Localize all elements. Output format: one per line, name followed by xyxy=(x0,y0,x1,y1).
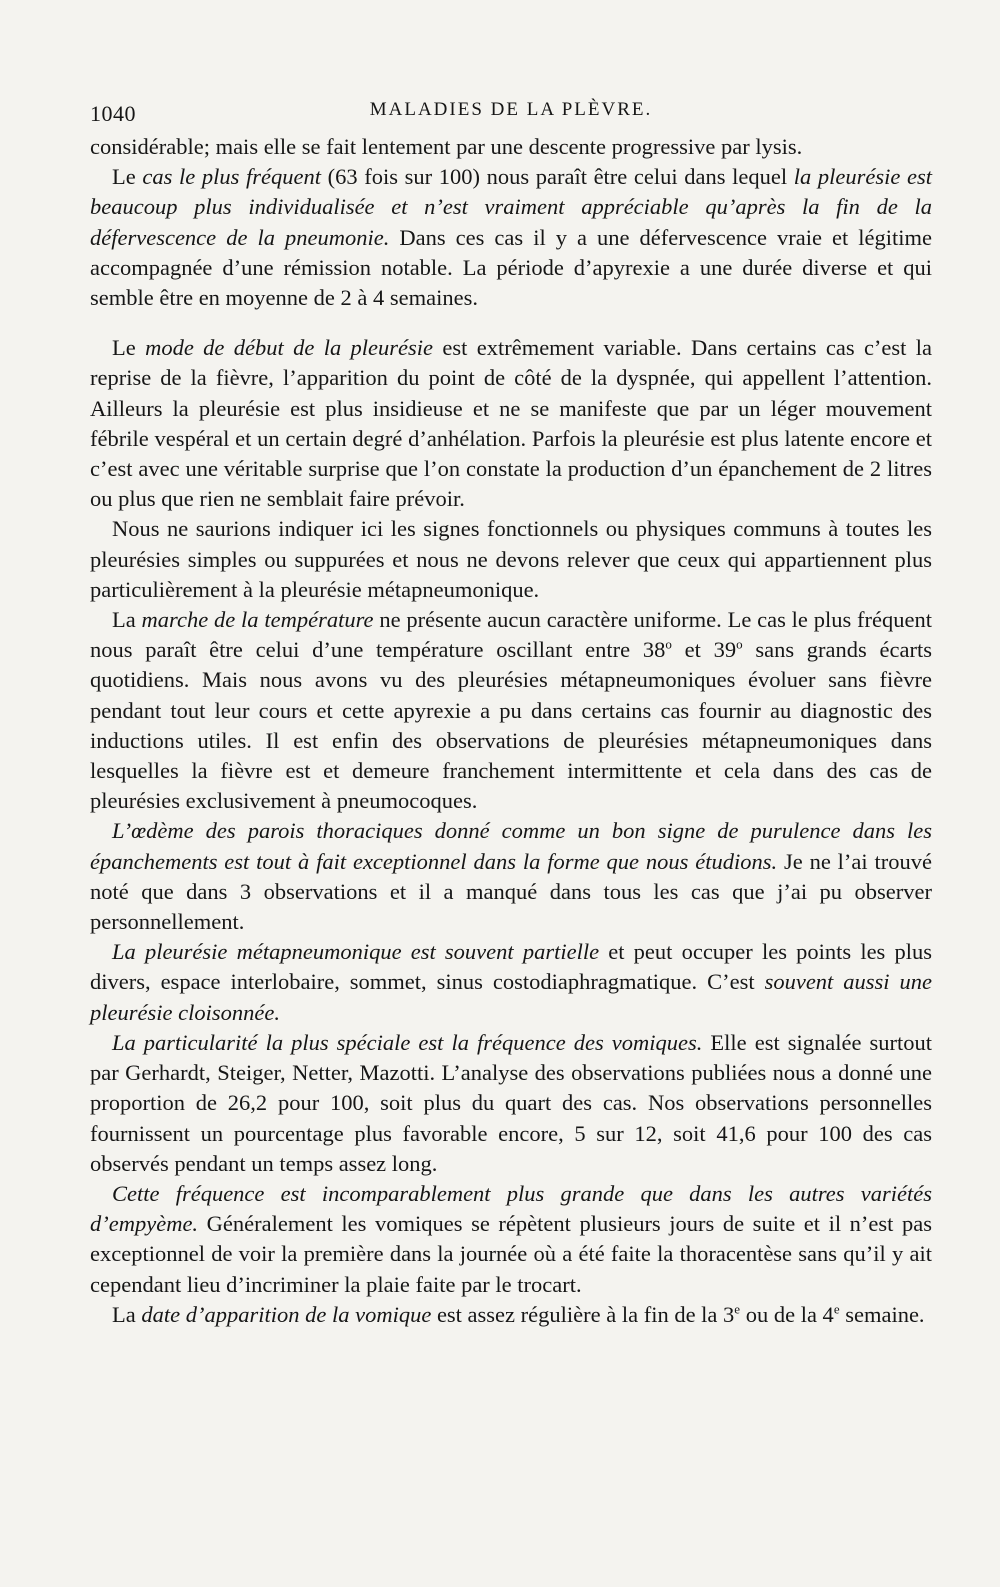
italic-text: cas le plus fréquent xyxy=(142,164,321,190)
paragraph xyxy=(90,1028,932,1179)
text-run: Généralement les vomiques se répètent plusieurs jours de suite et il n’est pas exceptionnel de voir la première dans la journée où a été faite la thoracentèse sans qu’il y ait cependant lieu d’incriminer la plaie faite par le trocart. xyxy=(90,1211,932,1297)
italic-text: L’œdème des parois thoraciques donné comme un bon signe de purulence dans les épanchements est tout à fait exceptionnel dans la forme que nous étudions. xyxy=(90,818,932,874)
paragraph xyxy=(90,132,932,162)
text-run: et peut occuper les points les plus divers, espace interlobaire, sommet, sinus costodiaphragmatique. C’est xyxy=(90,939,933,995)
italic-text: La particularité la plus spéciale est la fréquence des vomiques. xyxy=(112,1029,703,1055)
page-number: 1040 xyxy=(90,101,136,126)
text-run: Je ne l’ai trouvé noté que dans 3 observations et il a manqué dans tous les cas que j’ai pu observer personnellement. xyxy=(90,848,932,935)
text-run: sans grands écarts quotidiens. Mais nous avons vu des pleurésies métapneumoniques évoluer sans fièvre pendant tout leur cours et cette apyrexie a pu dans certains cas fournir au diagnostic des inductions utiles. Il est enfin des observations de pleurésies métapneumoniques dans lesquelles la fièvre est et demeure franchement intermittente et cela dans des cas de pleurésies exclusivement à pneumocoques. xyxy=(90,637,932,814)
paragraph xyxy=(90,937,932,1028)
superscript: e xyxy=(734,1301,741,1317)
text-run: Dans ces cas il y a une défervescence vraie et légitime accompagnée d’une rémission notable. La période d’apyrexie a une durée diverse et qui semble être en moyenne de 2 à 4 semaines. xyxy=(90,224,932,311)
superscript: o xyxy=(665,636,672,652)
text-run: semaine. xyxy=(839,1301,925,1327)
paragraph xyxy=(90,162,932,313)
text-run: et 39 xyxy=(671,637,737,663)
paragraph xyxy=(90,1300,932,1330)
text-run: considérable; mais elle se fait lentement par une descente progressive par lysis. xyxy=(90,134,803,159)
text-run: Le xyxy=(112,335,146,361)
superscript: e xyxy=(833,1301,840,1317)
italic-text: date d’apparition de la vomique xyxy=(141,1301,432,1327)
text-run: ne présente aucun caractère uniforme. Le cas le plus fréquent nous paraît être celui d’une température oscillant entre 38 xyxy=(90,607,932,663)
paragraph xyxy=(90,333,932,514)
paragraph xyxy=(90,816,932,937)
body-text xyxy=(90,132,932,1330)
superscript: o xyxy=(736,636,743,652)
italic-text: La pleurésie métapneumonique est souvent partielle xyxy=(112,939,600,965)
italic-text: souvent aussi une pleurésie cloisonnée. xyxy=(90,969,932,1025)
text-run: est extrêmement variable. Dans certains cas c’est la reprise de la fièvre, l’apparition du point de côté de la dyspnée, qui appellent l’attention. Ailleurs la pleurésie est plus insidieuse et ne se manifeste que par un léger mouvement fébrile vespéral et un certain degré d’anhélation. Parfois la pleurésie est plus latente encore et c’est avec une véritable surprise que l’on constate la production d’un épanchement de 2 litres ou plus que rien ne semblait faire prévoir. xyxy=(90,335,933,512)
paragraph xyxy=(90,514,932,605)
paragraph xyxy=(90,605,932,816)
text-run: La xyxy=(112,1301,142,1327)
text-run: est assez régulière à la fin de la 3 xyxy=(431,1301,735,1327)
text-run: ou de la 4 xyxy=(740,1301,834,1327)
italic-text: marche de la température xyxy=(141,607,374,633)
italic-text: mode de début de la pleurésie xyxy=(145,335,434,361)
text-run: (63 fois sur 100) nous paraît être celui dans lequel xyxy=(320,164,794,190)
text-run: Le xyxy=(112,164,143,190)
running-head: MALADIES DE LA PLÈVRE. xyxy=(369,99,653,120)
text-run: La xyxy=(112,607,142,633)
italic-text: Cette fréquence est incomparablement plus grande que dans les autres variétés d’empyème. xyxy=(90,1180,932,1237)
text-run: Elle est signalée surtout par Gerhardt, Steiger, Netter, Mazotti. L’analyse des observations publiées nous a donné une proportion de 26,2 pour 100, soit plus du quart des cas. Nos observations personnelles fournissent un pourcentage plus favorable encore, 5 sur 12, soit 41,6 pour 100 des cas observés pendant un temps assez long. xyxy=(90,1029,932,1176)
paragraph xyxy=(90,1179,932,1300)
page-header xyxy=(90,93,932,133)
italic-text: la pleurésie est beaucoup plus individualisée et n’est vraiment appréciable qu’après la fin de la défervescence de la pneumonie. xyxy=(90,164,932,250)
text-run: Nous ne saurions indiquer ici les signes fonctionnels ou physiques communs à toutes les pleurésies simples ou suppurées et nous ne devons relever que ceux qui appartiennent plus particulièrement à la pleurésie métapneumonique. xyxy=(90,516,932,602)
